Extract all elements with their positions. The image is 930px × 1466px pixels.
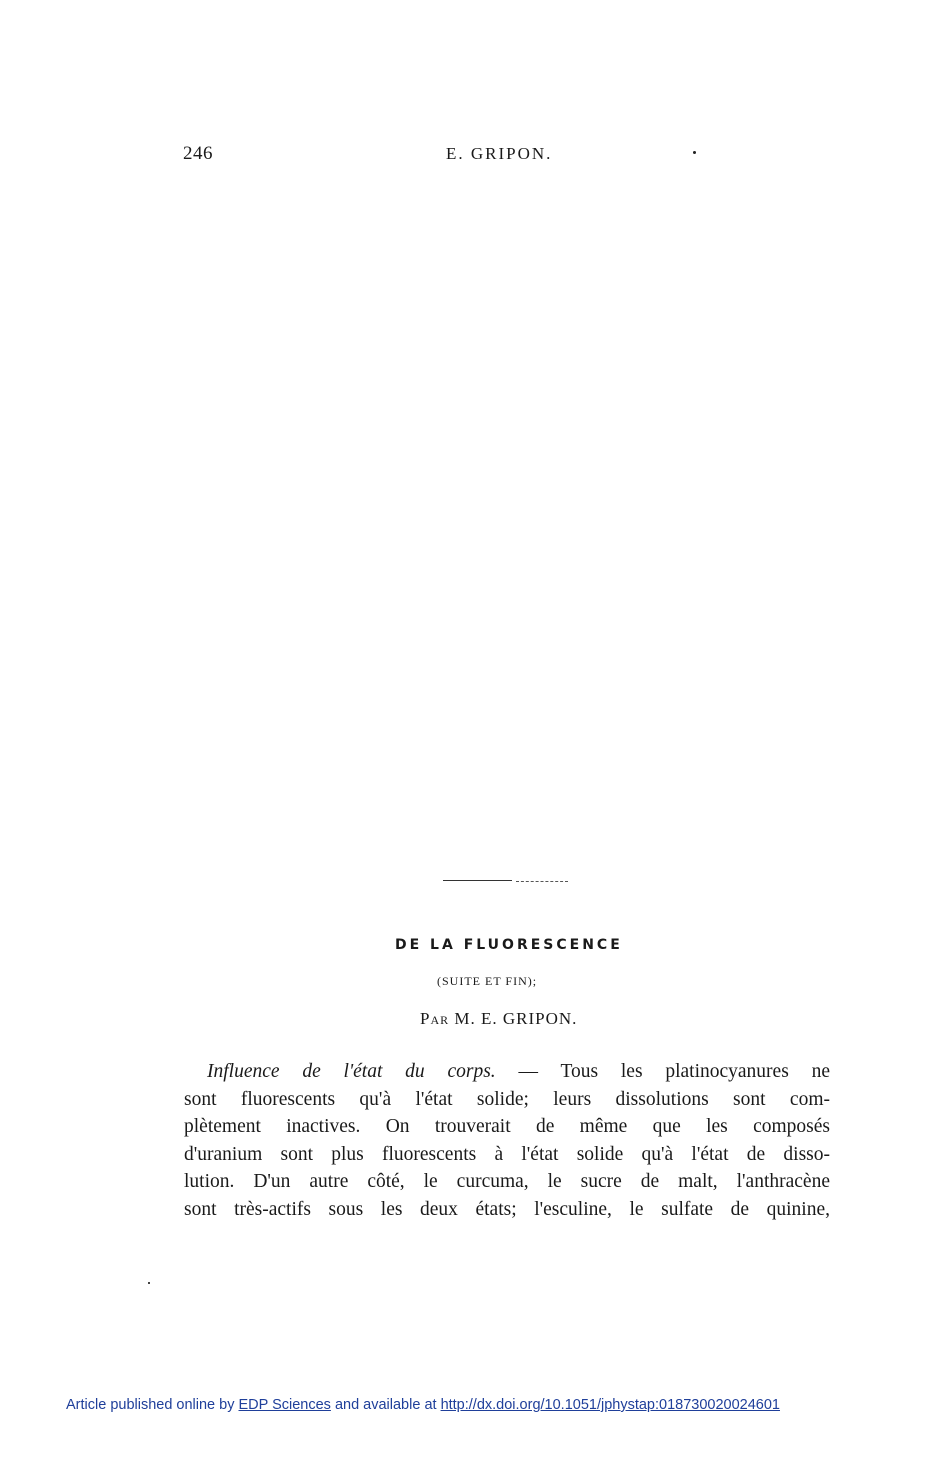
article-subtitle: (SUITE ET FIN); bbox=[437, 974, 538, 988]
body-line-1 bbox=[184, 1058, 830, 1086]
page-number: 246 bbox=[183, 143, 213, 164]
separator-rule-dashed bbox=[516, 881, 568, 882]
stray-mark bbox=[148, 1282, 150, 1284]
publication-footer bbox=[66, 1397, 780, 1413]
body-line-5: lution. D'un autre côté, le curcuma, le sucre de malt, l'anthracène bbox=[184, 1171, 830, 1192]
body-line-2: sont fluorescents qu'à l'état solide; leurs dissolutions sont com- bbox=[184, 1088, 830, 1110]
separator-rule bbox=[443, 880, 512, 881]
article-title: DE LA FLUORESCENCE bbox=[395, 937, 623, 953]
header-dot bbox=[693, 151, 696, 154]
section-lead: Influence de l'état du corps. bbox=[207, 1061, 496, 1082]
doi-link[interactable]: http://dx.doi.org/10.1051/jphystap:018730020024601 bbox=[440, 1397, 780, 1413]
body-line-1-text: — Tous les platinocyanures ne bbox=[518, 1061, 831, 1082]
body-line-4: d'uranium sont plus fluorescents à l'état solide qu'à l'état de disso- bbox=[184, 1143, 830, 1165]
body-paragraph bbox=[184, 1058, 830, 1223]
body-line-3: plètement inactives. On trouverait de même que les composés bbox=[184, 1116, 830, 1137]
footer-prefix: Article published online by bbox=[66, 1397, 235, 1413]
article-author: Par M. E. GRIPON. bbox=[420, 1009, 578, 1028]
body-line-6: sont très-actifs sous les deux états; l'esculine, le sulfate de quinine, bbox=[184, 1198, 830, 1220]
publisher-link[interactable]: EDP Sciences bbox=[238, 1397, 331, 1413]
running-title: E. GRIPON. bbox=[446, 144, 553, 163]
footer-middle: and available at bbox=[334, 1397, 437, 1413]
